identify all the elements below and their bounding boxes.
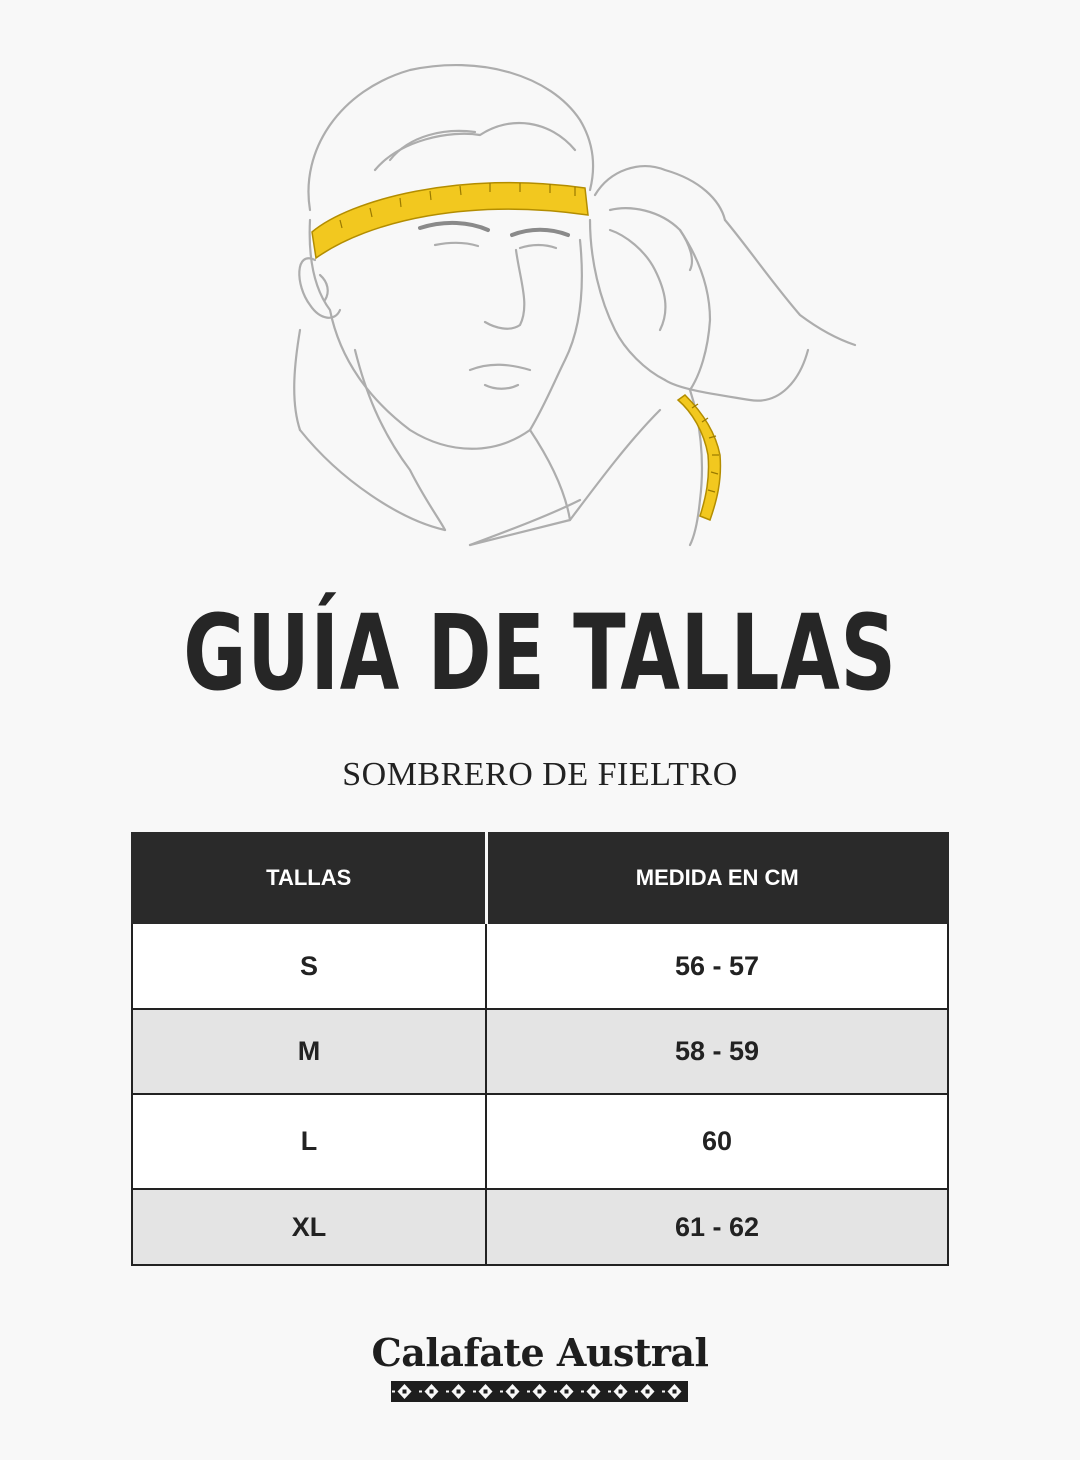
pattern-center <box>511 1390 515 1394</box>
pattern-center <box>673 1390 677 1394</box>
pattern-step <box>635 1391 638 1393</box>
pattern-step <box>554 1391 557 1393</box>
header-measure: MEDIDA EN CM <box>486 833 948 923</box>
product-subtitle: SOMBRERO DE FIELTRO <box>342 756 738 793</box>
pattern-center <box>430 1390 434 1394</box>
size-chart-table <box>131 832 949 1266</box>
table-row <box>132 923 948 1009</box>
pattern-step <box>608 1391 611 1393</box>
head-measuring-illustration <box>280 60 880 560</box>
pattern-center <box>565 1390 569 1394</box>
pattern-step <box>419 1391 422 1393</box>
pattern-center <box>646 1390 650 1394</box>
pattern-center <box>457 1390 461 1394</box>
pattern-center <box>619 1390 623 1394</box>
pattern-center <box>592 1390 596 1394</box>
measure-cell: 58 - 59 <box>486 1009 948 1094</box>
pattern-step <box>581 1391 584 1393</box>
pattern-center <box>538 1390 542 1394</box>
measure-cell: 60 <box>486 1094 948 1189</box>
pattern-step <box>500 1391 503 1393</box>
table-row <box>132 1189 948 1265</box>
size-cell: L <box>132 1094 486 1189</box>
pattern-step <box>662 1391 665 1393</box>
table-header-row <box>132 833 948 923</box>
size-cell: M <box>132 1009 486 1094</box>
page-title: GUÍA DE TALLAS <box>183 592 897 714</box>
table-row <box>132 1009 948 1094</box>
measure-cell: 61 - 62 <box>486 1189 948 1265</box>
pattern-step <box>392 1391 395 1393</box>
size-cell: S <box>132 923 486 1009</box>
pattern-step <box>527 1391 530 1393</box>
andean-pattern-icon <box>391 1381 688 1402</box>
pattern-center <box>484 1390 488 1394</box>
pattern-step <box>473 1391 476 1393</box>
header-sizes: TALLAS <box>132 833 486 923</box>
measure-cell: 56 - 57 <box>486 923 948 1009</box>
pattern-step <box>446 1391 449 1393</box>
brand-logo-text: Calafate Austral <box>371 1330 709 1375</box>
pattern-center <box>403 1390 407 1394</box>
table-row <box>132 1094 948 1189</box>
size-cell: XL <box>132 1189 486 1265</box>
